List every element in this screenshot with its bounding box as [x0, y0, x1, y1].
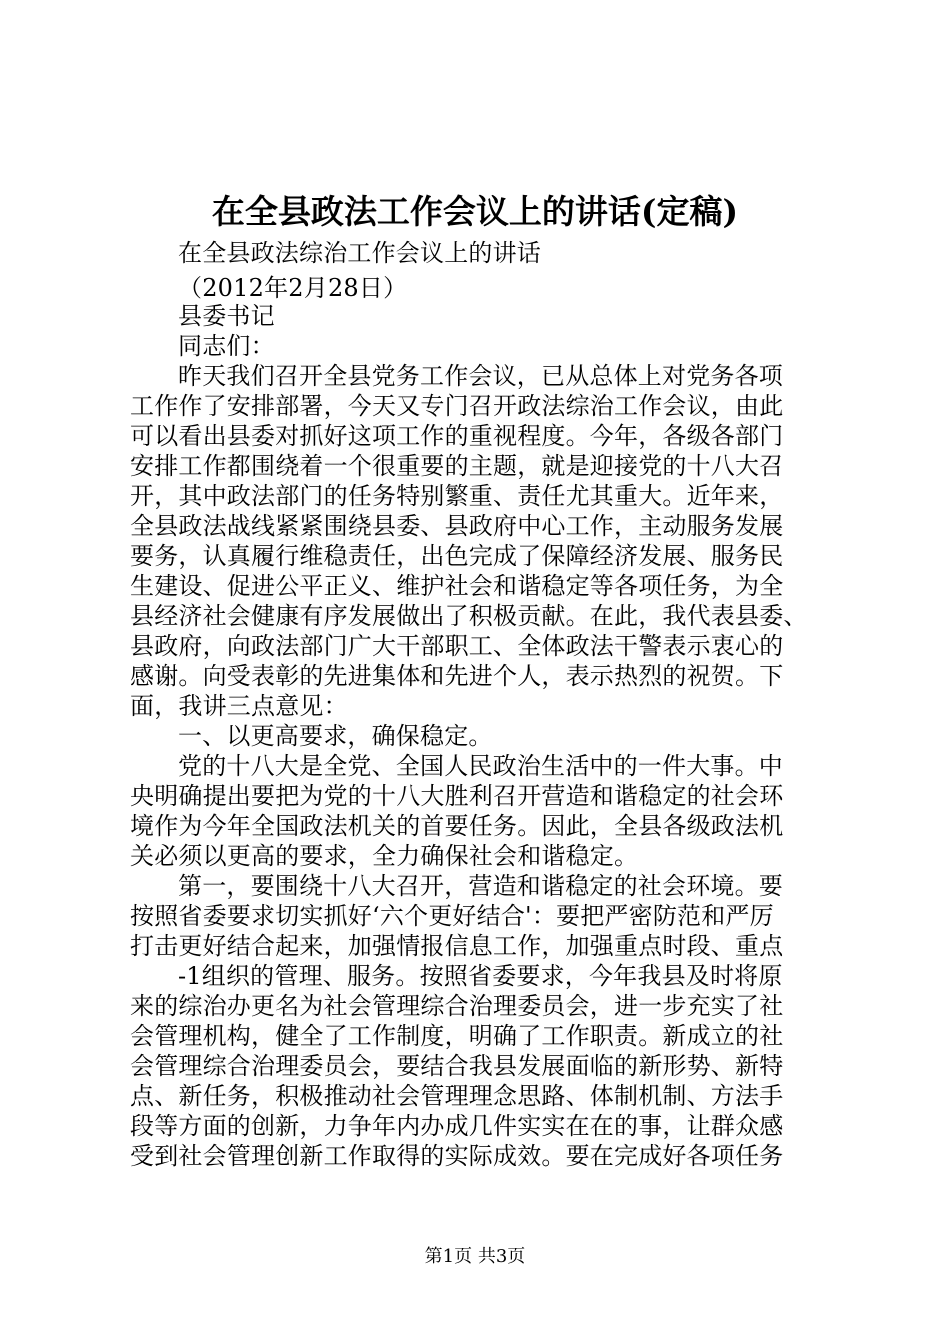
body-line: 全县政法战线紧紧围绕县委、县政府中心工作，主动服务发展: [130, 512, 784, 540]
body-line: -1组织的管理、服务。按照省委要求，今年我县及时将原: [178, 962, 783, 990]
body-line: 境作为今年全国政法机关的首要任务。因此，全县各级政法机: [130, 812, 784, 840]
body-line: 面，我讲三点意见：: [130, 692, 348, 720]
body-line: 央明确提出要把为党的十八大胜利召开营造和谐稳定的社会环: [130, 782, 784, 810]
body-line: 党的十八大是全党、全国人民政治生活中的一件大事。中: [178, 752, 783, 780]
body-line: 打击更好结合起来，加强情报信息工作，加强重点时段、重点: [130, 932, 784, 960]
body-line: 开，其中政法部门的任务特别繁重、责任尤其重大。近年来，: [130, 482, 784, 510]
page-number-footer: 第1页 共3页: [424, 1246, 526, 1267]
body-line: 可以看出县委对抓好这项工作的重视程度。今年，各级各部门: [130, 422, 784, 450]
speaker-line: 县委书记: [178, 302, 275, 330]
body-line: 段等方面的创新，力争年内办成几件实实在在的事，让群众感: [130, 1112, 784, 1140]
body-line: 昨天我们召开全县党务工作会议，已从总体上对党务各项: [178, 362, 783, 390]
body-line: 来的综治办更名为社会管理综合治理委员会，进一步充实了社: [130, 992, 784, 1020]
body-line: 感谢。向受表彰的先进集体和先进个人，表示热烈的祝贺。下: [130, 662, 784, 690]
body-line: 县政府，向政法部门广大干部职工、全体政法干警表示衷心的: [130, 632, 784, 660]
body-line: 工作作了安排部署，今天又专门召开政法综治工作会议，由此: [130, 392, 784, 420]
body-line: 点、新任务，积极推动社会管理理念思路、体制机制、方法手: [130, 1082, 784, 1110]
body-line: 会管理综合治理委员会，要结合我县发展面临的新形势、新特: [130, 1052, 784, 1080]
subtitle-line: 在全县政法综治工作会议上的讲话: [178, 239, 541, 267]
body-line: 要务，认真履行维稳责任，出色完成了保障经济发展、服务民: [130, 542, 784, 570]
body-line: 第一，要围绕十八大召开，营造和谐稳定的社会环境。要: [178, 872, 783, 900]
salutation-line: 同志们：: [178, 332, 275, 360]
section-heading: 一、以更高要求，确保稳定。: [178, 722, 493, 750]
body-line: 安排工作都围绕着一个很重要的主题，就是迎接党的十八大召: [130, 452, 784, 480]
body-line: 关必须以更高的要求，全力确保社会和谐稳定。: [130, 842, 639, 870]
document-title: 在全县政法工作会议上的讲话(定稿): [211, 192, 739, 231]
body-line: 受到社会管理创新工作取得的实际成效。要在完成好各项任务: [130, 1142, 784, 1170]
date-line: （2012年2月28日）: [178, 274, 408, 302]
body-line: 按照省委要求切实抓好‘六个更好结合'：要把严密防范和严厉: [130, 902, 774, 930]
body-line: 会管理机构，健全了工作制度，明确了工作职责。新成立的社: [130, 1022, 784, 1050]
body-line: 县经济社会健康有序发展做出了积极贡献。在此，我代表县委、: [130, 602, 808, 630]
body-line: 生建设、促进公平正义、维护社会和谐稳定等各项任务，为全: [130, 572, 784, 600]
